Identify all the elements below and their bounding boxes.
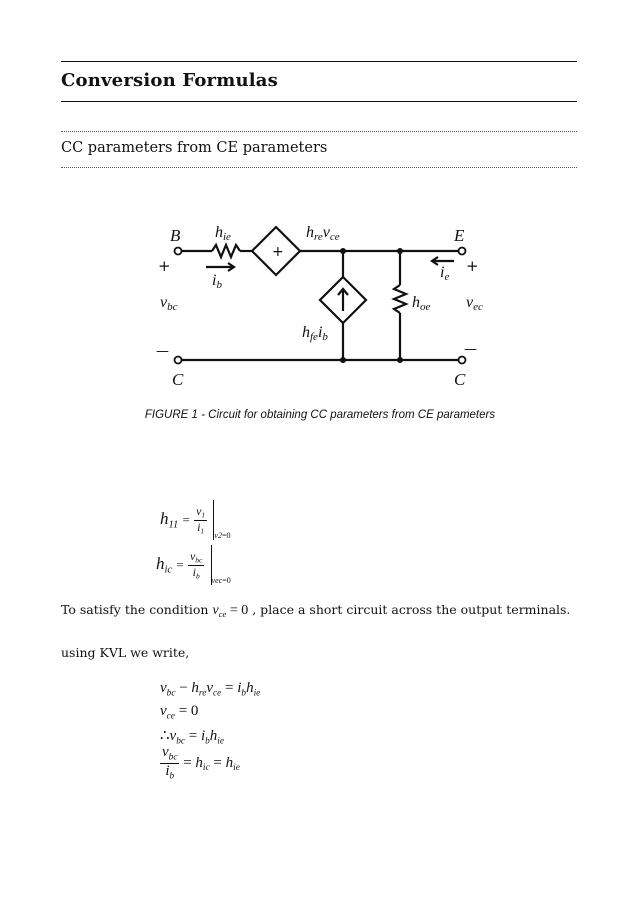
circuit-diagram bbox=[150, 215, 490, 395]
label-i-b: ib bbox=[212, 272, 222, 291]
junction-dot bbox=[340, 357, 346, 363]
minus-left: — bbox=[156, 344, 169, 359]
figure-caption: FIGURE 1 - Circuit for obtaining CC parameters from CE parameters bbox=[144, 409, 496, 421]
document-title: Conversion Formulas bbox=[61, 70, 278, 91]
label-h-oe: hoe bbox=[412, 294, 431, 313]
equation-kvl: $v_{bc} - h_{re}v_{ce} = i_bh_{ie}$ bbox=[160, 680, 261, 699]
label-b: B bbox=[170, 226, 181, 245]
section-heading: CC parameters from CE parameters bbox=[61, 140, 328, 156]
label-h-fe-i-b: hfeib bbox=[302, 324, 328, 343]
top-rule bbox=[61, 61, 577, 62]
label-h-ie: hie bbox=[215, 224, 231, 243]
junction-dot bbox=[397, 357, 403, 363]
junction-dot bbox=[397, 248, 403, 254]
label-h-re-v-ce: hrevce bbox=[306, 224, 340, 243]
label-v-bc: vbc bbox=[160, 294, 178, 313]
kvl-text: using KVL we write, bbox=[61, 645, 190, 660]
equation-vbc: $\therefore v_{bc} = i_bh_{ie}$ bbox=[160, 728, 225, 747]
section-top-rule bbox=[61, 131, 577, 132]
equation-hic-result: $\frac{v_{bc}}{i_b}$ = $h_{ic} = h_{ie}$ bbox=[162, 744, 240, 782]
terminal-b bbox=[175, 248, 182, 255]
section-bottom-rule bbox=[61, 167, 577, 168]
h11-definition: $h_{11}$ = $\frac{v_1}{i_1}$ $_{v2=0}$ bbox=[160, 500, 230, 540]
label-v-ec: vec bbox=[466, 294, 483, 313]
terminal-c-left bbox=[175, 357, 182, 364]
terminal-e bbox=[459, 248, 466, 255]
plus-left: + bbox=[158, 257, 171, 275]
label-e: E bbox=[454, 226, 465, 245]
terminal-c-right bbox=[459, 357, 466, 364]
label-c-right: C bbox=[454, 370, 466, 389]
minus-right: — bbox=[464, 342, 477, 357]
equation-vce-zero: $v_{ce} = 0$ bbox=[160, 703, 199, 722]
title-bottom-rule bbox=[61, 101, 577, 102]
plus-right: + bbox=[466, 257, 479, 275]
condition-text: To satisfy the condition $v_{ce} = 0$ , place a short circuit across the output terminals. bbox=[61, 602, 571, 620]
junction-dot bbox=[340, 248, 346, 254]
label-c-left: C bbox=[172, 370, 184, 389]
label-i-e: ie bbox=[440, 264, 450, 283]
plus-source: + bbox=[272, 244, 284, 260]
hic-definition: $h_{ic}$ = $\frac{v_{bc}}{i_b}$ $_{vec=0}$ bbox=[156, 545, 231, 585]
